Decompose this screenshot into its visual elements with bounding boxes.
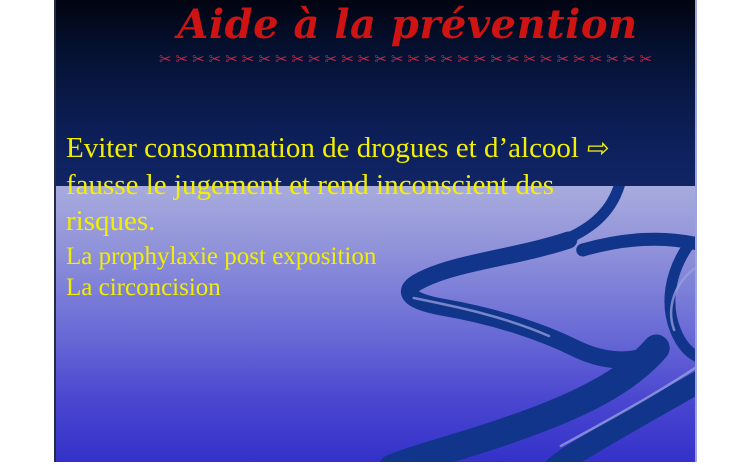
list-item-prophylaxie: La prophylaxie post exposition (66, 243, 377, 270)
slide-title: Aide à la prévention (177, 1, 638, 48)
list-item-circoncision: La circoncision (66, 274, 221, 301)
body-text (66, 130, 694, 303)
body-line-1 (66, 130, 694, 167)
right-arrow-icon: ⇨ (585, 133, 612, 164)
body-line-3: risques. (66, 205, 156, 237)
scissors-row-icon: ✂✂✂✂✂✂✂✂✂✂✂✂✂✂✂✂✂✂✂✂✂✂✂✂✂✂✂✂✂✂ (158, 50, 657, 68)
slide-header (56, 2, 695, 69)
body-line-1-text: Eviter consommation de drogues et d’alcool (66, 132, 579, 164)
slide-canvas (54, 0, 697, 462)
secondary-list (66, 241, 694, 303)
body-line-2: fausse le jugement et rend inconscient des (66, 169, 555, 201)
